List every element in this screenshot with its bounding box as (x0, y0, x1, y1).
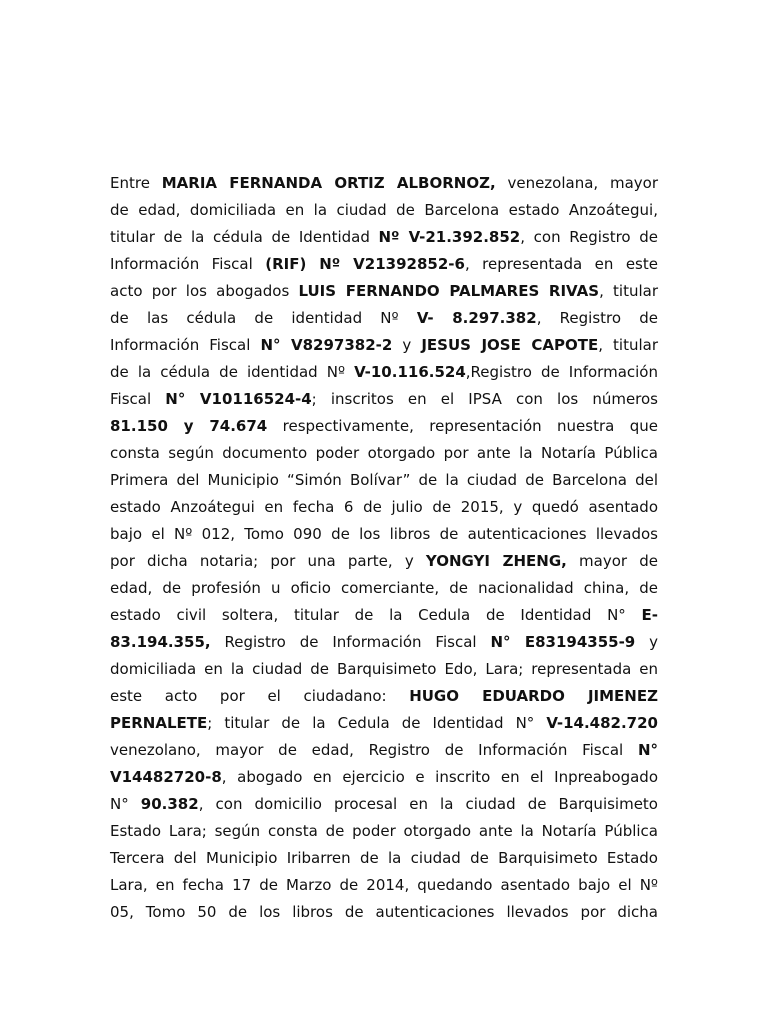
text-line (110, 872, 658, 899)
text-line (110, 224, 658, 251)
text-segment: de edad, domiciliada en la ciudad de Barcelona estado Anzoátegui, (110, 201, 658, 219)
text-line (110, 359, 658, 386)
bold-text-segment: V-10.116.524 (354, 363, 466, 381)
text-line (110, 899, 658, 926)
text-line (110, 629, 658, 656)
text-line (110, 467, 658, 494)
text-segment: acto por los abogados (110, 282, 299, 300)
text-segment: de la cédula de identidad Nº (110, 363, 355, 381)
bold-text-segment: YONGYI ZHENG, (425, 552, 567, 570)
text-line (110, 764, 658, 791)
document-body-text (110, 170, 658, 926)
text-segment: este acto por el ciudadano: (110, 687, 410, 705)
bold-text-segment: Nº V-21.392.852 (378, 228, 521, 246)
text-line (110, 413, 658, 440)
text-segment: , abogado en ejercicio e inscrito en el Inpreabogado (221, 768, 658, 786)
text-line (110, 656, 658, 683)
text-segment: venezolano, mayor de edad, Registro de Información Fiscal (110, 741, 638, 759)
text-segment: Información Fiscal (110, 255, 266, 273)
text-line (110, 575, 658, 602)
bold-text-segment: 90.382 (140, 795, 199, 813)
text-segment: estado civil soltera, titular de la Cedula de Identidad N° (110, 606, 642, 624)
bold-text-segment: MARIA FERNANDA ORTIZ ALBORNOZ, (161, 174, 496, 192)
text-segment: domiciliada en la ciudad de Barquisimeto Edo, Lara; representada en (110, 660, 658, 678)
text-segment: 05, Tomo 50 de los libros de autenticaciones llevados por dicha (110, 903, 658, 921)
text-segment: venezolana, mayor (495, 174, 658, 192)
text-segment: ; titular de la Cedula de Identidad N° (207, 714, 547, 732)
text-line (110, 818, 658, 845)
bold-text-segment: LUIS FERNANDO PALMARES RIVAS (298, 282, 600, 300)
text-segment: Tercera del Municipio Iribarren de la ciudad de Barquisimeto Estado (110, 849, 658, 867)
text-line (110, 494, 658, 521)
text-segment: Lara, en fecha 17 de Marzo de 2014, quedando asentado bajo el Nº (110, 876, 658, 894)
text-segment: , con Registro de (520, 228, 658, 246)
text-segment: Entre (110, 174, 162, 192)
bold-text-segment: V-14.482.720 (546, 714, 658, 732)
bold-text-segment: V14482720-8 (110, 768, 222, 786)
bold-text-segment: V- 8.297.382 (416, 309, 537, 327)
text-segment: y (392, 336, 422, 354)
text-line (110, 845, 658, 872)
text-segment: , representada en este (464, 255, 658, 273)
text-segment: edad, de profesión u oficio comerciante, de nacionalidad china, de (110, 579, 658, 597)
text-segment: y (635, 633, 658, 651)
bold-text-segment: 83.194.355, (110, 633, 211, 651)
text-segment: , Registro de (536, 309, 659, 327)
text-line (110, 197, 658, 224)
text-segment: consta según documento poder otorgado por ante la Notaría Pública (110, 444, 658, 462)
bold-text-segment: 81.150 y 74.674 (110, 417, 268, 435)
text-segment: por dicha notaria; por una parte, y (110, 552, 426, 570)
text-segment: ; inscritos en el IPSA con los números (311, 390, 658, 408)
bold-text-segment: (RIF) Nº V21392852-6 (265, 255, 465, 273)
text-segment: , con domicilio procesal en la ciudad de Barquisimeto (198, 795, 658, 813)
text-line (110, 440, 658, 467)
text-segment: bajo el Nº 012, Tomo 090 de los libros de autenticaciones llevados (110, 525, 658, 543)
text-line (110, 791, 658, 818)
bold-text-segment: N° (637, 741, 658, 759)
bold-text-segment: N° V8297382-2 (260, 336, 393, 354)
text-segment: titular de la cédula de Identidad (110, 228, 379, 246)
text-line (110, 521, 658, 548)
bold-text-segment: PERNALETE (110, 714, 208, 732)
text-line (110, 305, 658, 332)
text-segment: Estado Lara; según consta de poder otorgado ante la Notaría Pública (110, 822, 658, 840)
text-line (110, 251, 658, 278)
text-segment: Fiscal (110, 390, 166, 408)
text-line (110, 278, 658, 305)
text-line (110, 683, 658, 710)
text-segment: Registro de Información Fiscal (210, 633, 491, 651)
text-line (110, 737, 658, 764)
text-line (110, 602, 658, 629)
bold-text-segment: HUGO EDUARDO JIMENEZ (409, 687, 658, 705)
text-segment: ,Registro de Información (465, 363, 658, 381)
text-line (110, 548, 658, 575)
text-segment: , titular (599, 282, 658, 300)
text-line (110, 710, 658, 737)
text-segment: N° (110, 795, 141, 813)
text-segment: mayor de (566, 552, 659, 570)
bold-text-segment: N° V10116524-4 (165, 390, 312, 408)
bold-text-segment: JESUS JOSE CAPOTE (421, 336, 599, 354)
text-segment: de las cédula de identidad Nº (110, 309, 417, 327)
text-segment: respectivamente, representación nuestra que (267, 417, 658, 435)
text-line (110, 332, 658, 359)
bold-text-segment: E- (641, 606, 658, 624)
bold-text-segment: N° E83194355-9 (490, 633, 636, 651)
text-line (110, 386, 658, 413)
text-segment: Información Fiscal (110, 336, 261, 354)
text-segment: , titular (598, 336, 659, 354)
text-segment: estado Anzoátegui en fecha 6 de julio de 2015, y quedó asentado (110, 498, 658, 516)
text-segment: Primera del Municipio “Simón Bolívar” de la ciudad de Barcelona del (110, 471, 658, 489)
text-line (110, 170, 658, 197)
